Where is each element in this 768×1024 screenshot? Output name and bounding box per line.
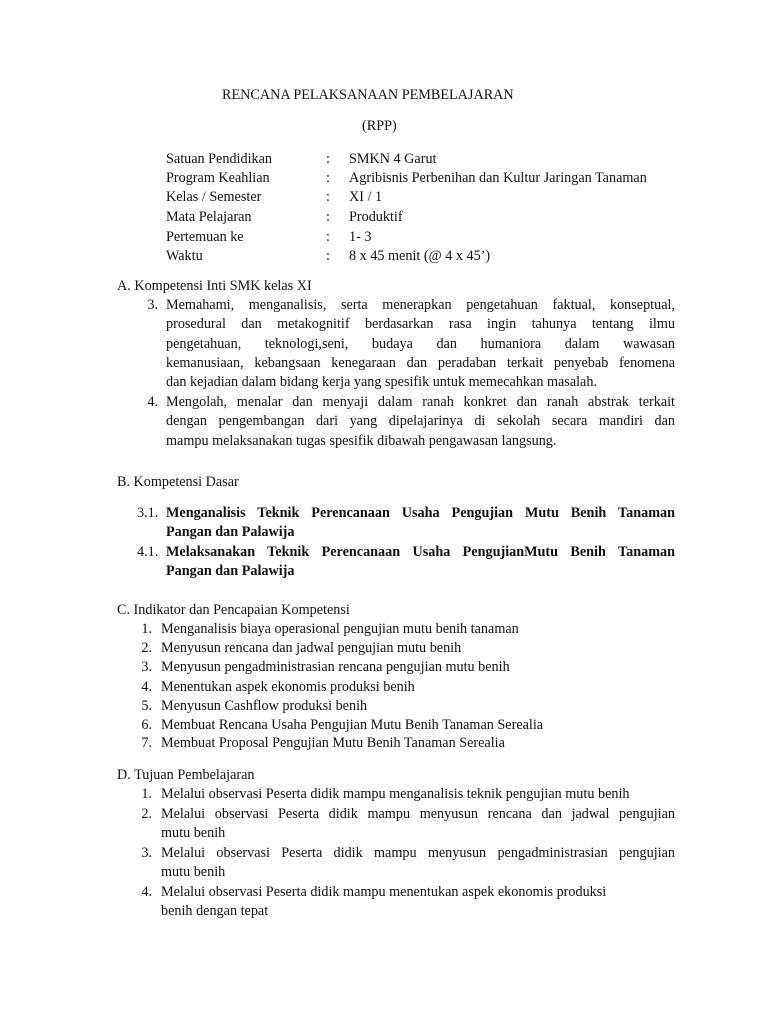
section-c-item: Menganalisis biaya operasional pengujian mutu benih tanaman xyxy=(161,621,519,637)
section-c-item-number: 6. xyxy=(141,717,152,733)
section-c-item-number: 5. xyxy=(141,698,152,714)
document-title: RENCANA PELAKSANAAN PEMBELAJARAN xyxy=(222,87,514,103)
identity-value: Produktif xyxy=(349,209,403,225)
text-line: Melalui observasi Peserta didik mampu menentukan aspek ekonomis produksi xyxy=(161,884,607,900)
section-d-item-4 xyxy=(161,883,661,922)
text-line: dan kejadian dalam bidang kerja yang spesifik untuk memecahkan masalah. xyxy=(166,374,597,391)
text-line: benih dengan tepat xyxy=(161,903,269,920)
section-c-item-number: 1. xyxy=(141,621,152,637)
section-c-item-number: 7. xyxy=(141,735,152,751)
document-subtitle: (RPP) xyxy=(362,118,397,134)
identity-label: Mata Pelajaran xyxy=(166,209,252,225)
section-d-item-number: 4. xyxy=(141,884,152,900)
section-d-item-number: 3. xyxy=(141,845,152,861)
section-d-heading: D. Tujuan Pembelajaran xyxy=(117,767,255,783)
text-line: Pangan dan Palawija xyxy=(166,563,295,580)
identity-colon: : xyxy=(326,189,330,205)
section-a-item-3 xyxy=(166,296,675,392)
text-line: pengetahuan, teknologi,seni, budaya dan humaniora dalam wawasan xyxy=(166,335,675,352)
text-line: Memahami, menganalisis, serta menerapkan pengetahuan faktual, konseptual, xyxy=(166,297,675,313)
section-b-item-number: 4.1. xyxy=(137,544,159,560)
section-d-item-number: 1. xyxy=(141,786,152,802)
text-line: Melalui observasi Peserta didik mampu menyusun pengadministrasian pengujian xyxy=(161,845,675,861)
identity-colon: : xyxy=(326,248,330,264)
section-c-item: Membuat Rencana Usaha Pengujian Mutu Benih Tanaman Serealia xyxy=(161,717,544,733)
section-c-item-number: 4. xyxy=(141,679,152,695)
text-line: dengan pengembangan dari yang dipelajarinya di sekolah secara mandiri dan xyxy=(166,413,675,430)
identity-label: Waktu xyxy=(166,248,203,264)
identity-colon: : xyxy=(326,209,330,225)
identity-colon: : xyxy=(326,229,330,245)
section-c-item: Menyusun pengadministrasian rencana pengujian mutu benih xyxy=(161,659,510,675)
section-d-item-1 xyxy=(161,785,675,804)
identity-value: 1- 3 xyxy=(349,229,372,245)
identity-value: 8 x 45 menit (@ 4 x 45’) xyxy=(349,248,491,264)
identity-label: Satuan Pendidikan xyxy=(166,151,272,167)
section-c-item-number: 2. xyxy=(141,640,152,656)
section-c-item: Menyusun rencana dan jadwal pengujian mutu benih xyxy=(161,640,462,656)
section-c-item: Membuat Proposal Pengujian Mutu Benih Tanaman Serealia xyxy=(161,735,505,751)
text-line: Pangan dan Palawija xyxy=(166,524,295,541)
section-d-item-2 xyxy=(161,805,675,844)
identity-value: SMKN 4 Garut xyxy=(349,151,437,167)
identity-label: Kelas / Semester xyxy=(166,189,262,205)
identity-value: Agribisnis Perbenihan dan Kultur Jaringan Tanaman xyxy=(349,170,647,186)
section-c-item: Menyusun Cashflow produksi benih xyxy=(161,698,368,714)
identity-label: Pertemuan ke xyxy=(166,229,244,245)
section-d-item-3 xyxy=(161,844,675,883)
text-line: mampu melaksanakan tugas spesifik dibawah pengawasan langsung. xyxy=(166,432,557,449)
section-b-item-number: 3.1. xyxy=(137,505,159,521)
identity-label: Program Keahlian xyxy=(166,170,270,186)
section-a-item-4 xyxy=(166,393,675,451)
text-line: prosedural dan metakognitif berdasarkan rasa ingin tahunya tentang ilmu xyxy=(166,316,675,333)
text-line: Melalui observasi Peserta didik mampu menganalisis teknik pengujian mutu benih xyxy=(161,786,630,802)
text-line: mutu benih xyxy=(161,825,226,842)
identity-colon: : xyxy=(326,170,330,186)
section-c-item-number: 3. xyxy=(141,659,152,675)
section-d-item-number: 2. xyxy=(141,806,152,822)
section-a-heading: A. Kompetensi Inti SMK kelas XI xyxy=(117,278,312,294)
section-c-heading: C. Indikator dan Pencapaian Kompetensi xyxy=(117,602,350,618)
identity-colon: : xyxy=(326,151,330,167)
text-line: Melalui observasi Peserta didik mampu menyusun rencana dan jadwal pengujian xyxy=(161,806,675,822)
section-b-heading: B. Kompetensi Dasar xyxy=(117,474,239,490)
text-line: kemanusiaan, kebangsaan kenegaraan dan peradaban terkait penyebab fenomena xyxy=(166,354,675,371)
section-c-item: Menentukan aspek ekonomis produksi benih xyxy=(161,679,415,695)
text-line: Melaksanakan Teknik Perencanaan Usaha PengujianMutu Benih Tanaman xyxy=(166,544,675,560)
section-b-item-3-1 xyxy=(166,504,675,543)
identity-value: XI / 1 xyxy=(349,189,383,205)
section-b-item-4-1 xyxy=(166,543,675,582)
text-line: Menganalisis Teknik Perencanaan Usaha Pengujian Mutu Benih Tanaman xyxy=(166,505,675,521)
section-a-item-number: 4. xyxy=(147,394,158,410)
text-line: mutu benih xyxy=(161,864,226,881)
text-line: Mengolah, menalar dan menyaji dalam ranah konkret dan ranah abstrak terkait xyxy=(166,394,675,410)
section-a-item-number: 3. xyxy=(147,297,158,313)
